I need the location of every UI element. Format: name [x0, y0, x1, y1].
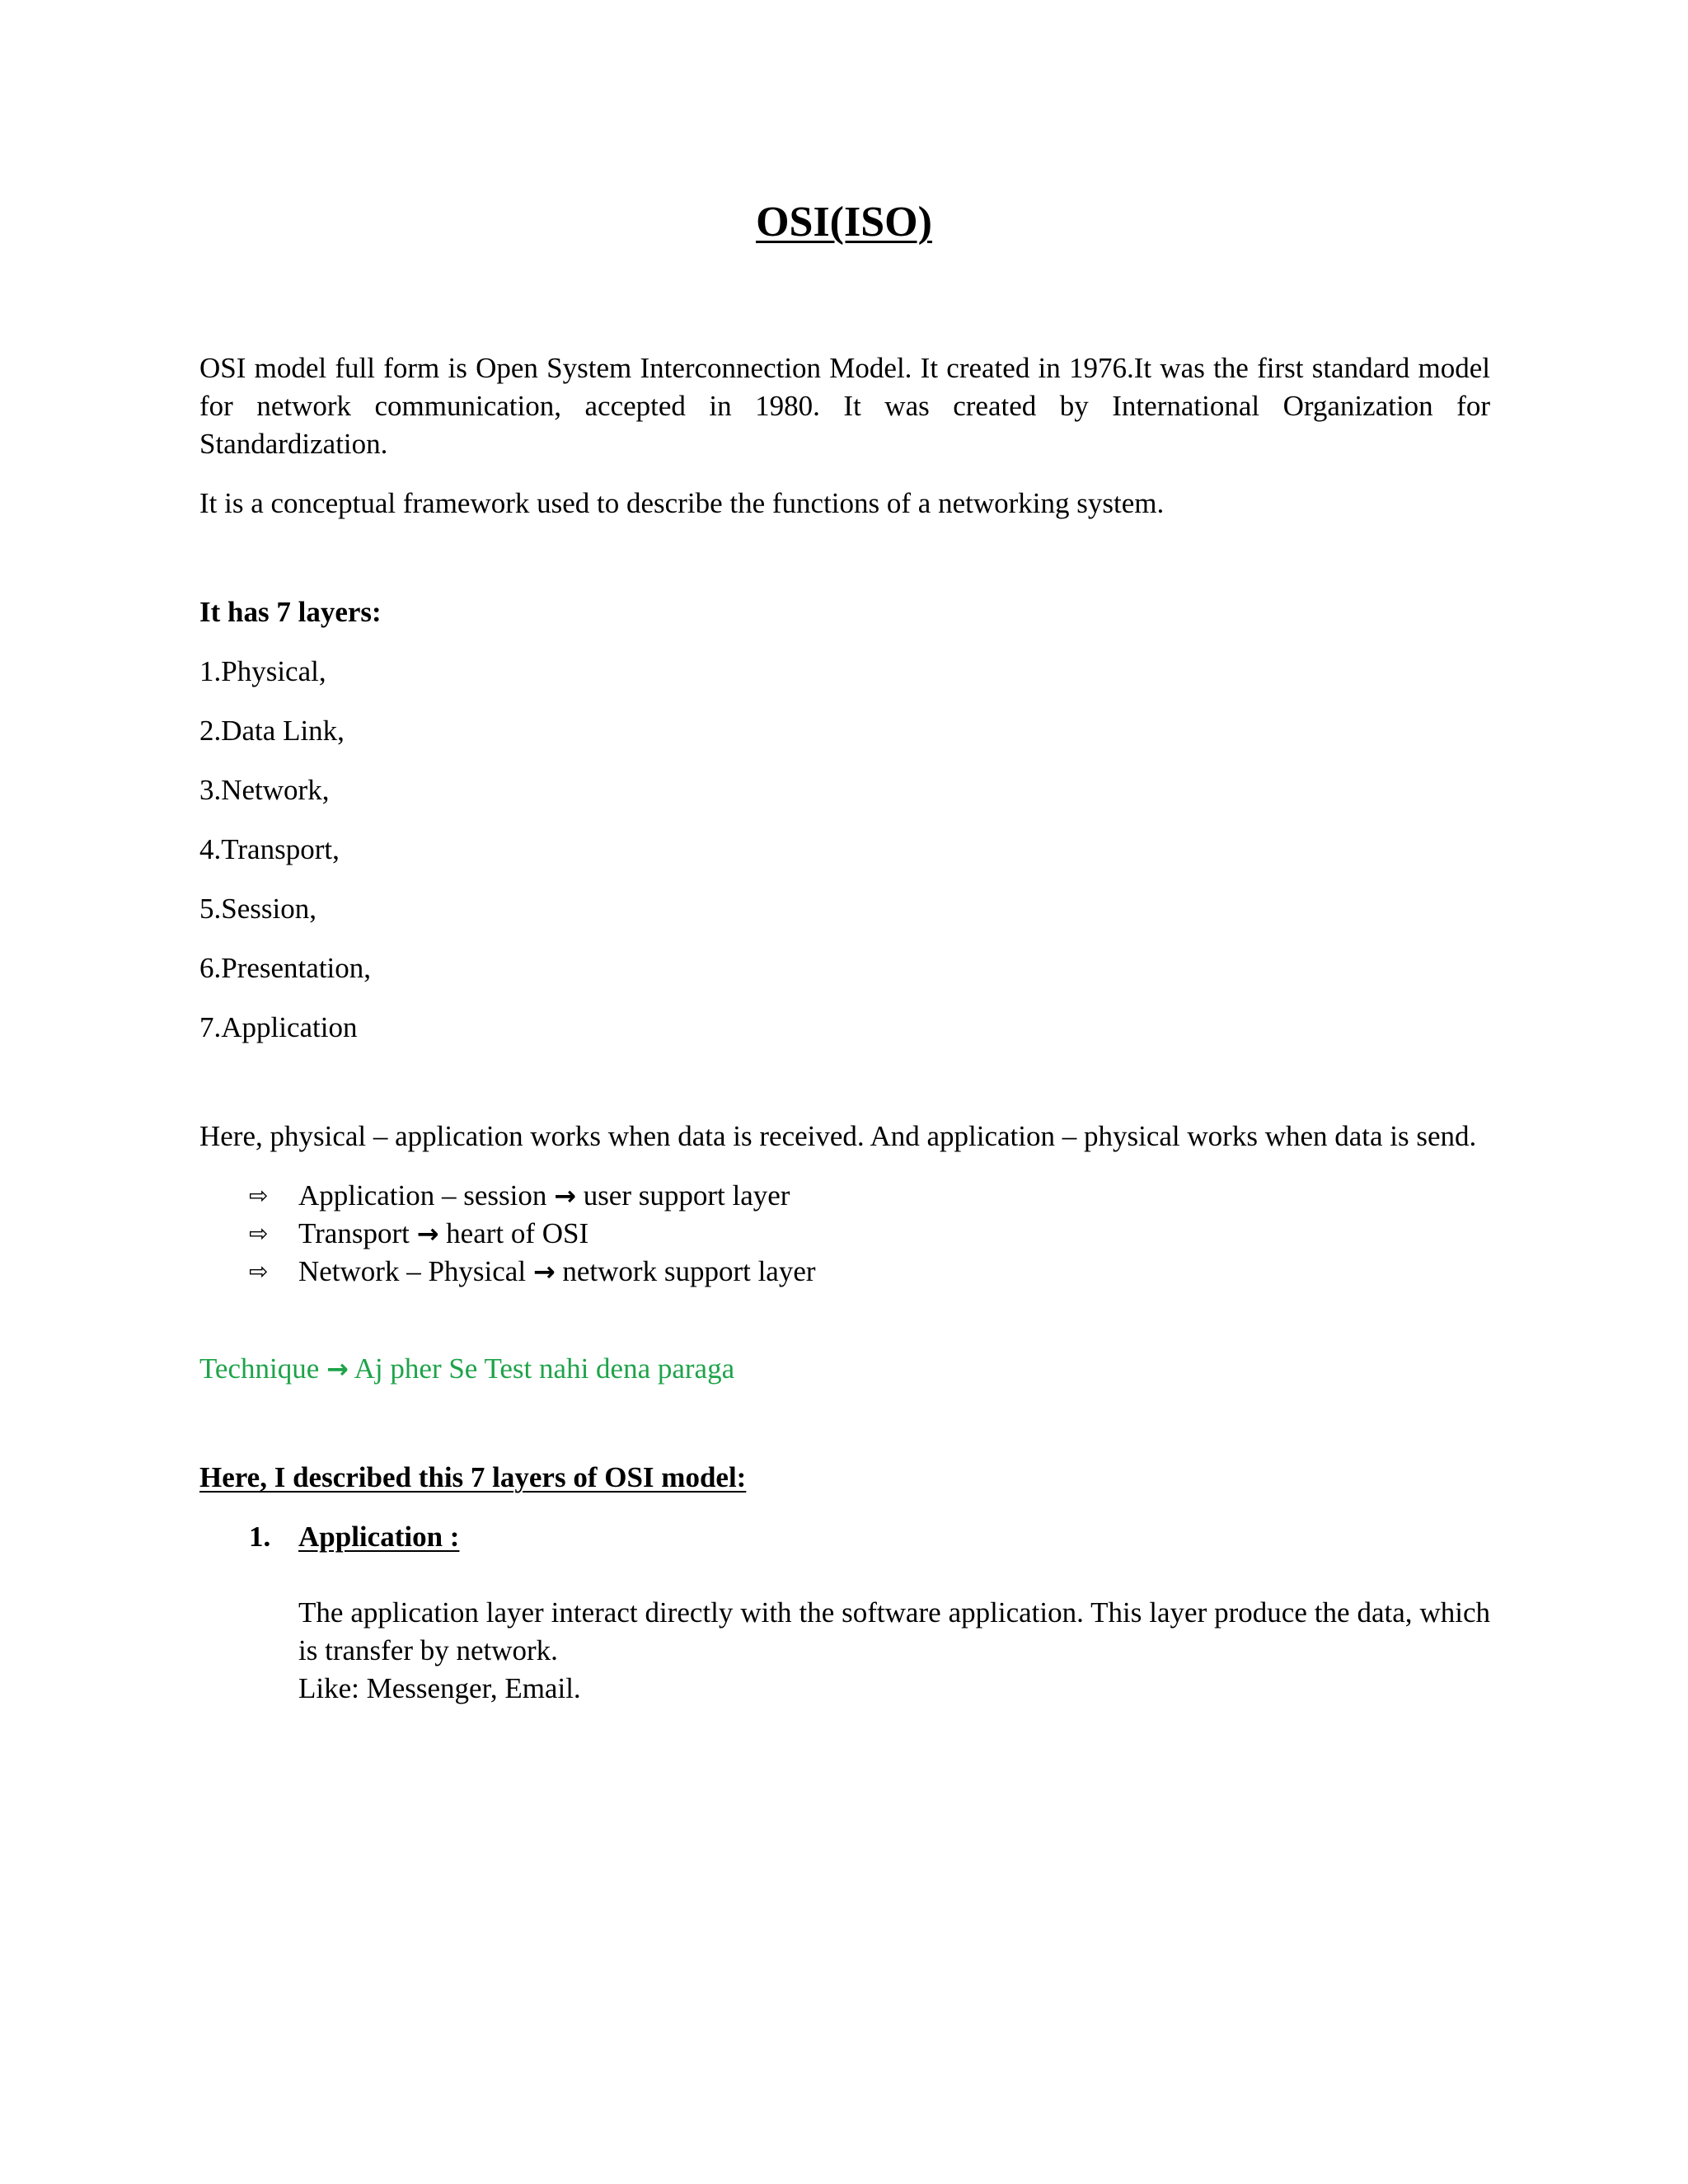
spacer [199, 1047, 1490, 1118]
intro-paragraph: OSI model full form is Open System Interconnection Model. It created in 1976.It was the first standard model for network communication, accepted in 1980. It was created by International Organization for Standardization. [199, 352, 1490, 460]
list-item: 3.Network, [199, 774, 330, 806]
section-body-text: The application layer interact directly with the software application. This layer produce the data, which is transfer by network. [298, 1596, 1490, 1666]
list-item: 6.Presentation, [199, 952, 372, 984]
right-arrow-bullet-icon: ⇨ [249, 1220, 269, 1247]
right-arrow-icon: → [416, 1218, 439, 1249]
right-arrow-icon: → [554, 1180, 576, 1212]
list-item [199, 1215, 1490, 1253]
right-arrow-bullet-icon: ⇨ [249, 1182, 269, 1209]
flow-paragraph: Here, physical – application works when data is received. And application – physical works when data is send. [199, 1120, 1477, 1152]
list-item: 4.Transport, [199, 833, 340, 865]
list-item: 2.Data Link, [199, 715, 345, 747]
group-left: Transport [298, 1217, 410, 1249]
right-arrow-icon: → [532, 1256, 556, 1287]
spacer [199, 523, 1490, 593]
section-body-example: Like: Messenger, Email. [298, 1672, 581, 1704]
section-label: Application : [298, 1521, 460, 1553]
technique-label: Technique [199, 1352, 320, 1385]
right-arrow-icon: → [326, 1353, 349, 1385]
section-heading: Here, I described this 7 layers of OSI model: [199, 1461, 747, 1493]
group-left: Network – Physical [298, 1255, 527, 1287]
section-body [199, 1594, 1490, 1708]
section-number: 1. [249, 1521, 271, 1553]
list-item: 5.Session, [199, 893, 316, 925]
group-right: heart of OSI [446, 1217, 589, 1249]
group-left: Application – session [298, 1179, 547, 1212]
layers-heading: It has 7 layers: [199, 596, 382, 628]
layer-groups-list [199, 1177, 1490, 1291]
concept-paragraph: It is a conceptual framework used to describe the functions of a networking system. [199, 487, 1165, 519]
group-right: user support layer [583, 1179, 790, 1212]
section-item [199, 1518, 1490, 1556]
list-item: 1.Physical, [199, 655, 326, 687]
document-body [199, 349, 1490, 1708]
page-title: OSI(ISO) [756, 199, 932, 246]
list-item [199, 1253, 1490, 1291]
group-right: network support layer [562, 1255, 816, 1287]
technique-text: Aj pher Se Test nahi dena paraga [354, 1352, 735, 1385]
technique-line [199, 1350, 1490, 1388]
layers-list [199, 653, 1490, 1047]
list-item: 7.Application [199, 1011, 358, 1043]
spacer [199, 1388, 1490, 1459]
list-item [199, 1177, 1490, 1215]
right-arrow-bullet-icon: ⇨ [249, 1258, 269, 1285]
